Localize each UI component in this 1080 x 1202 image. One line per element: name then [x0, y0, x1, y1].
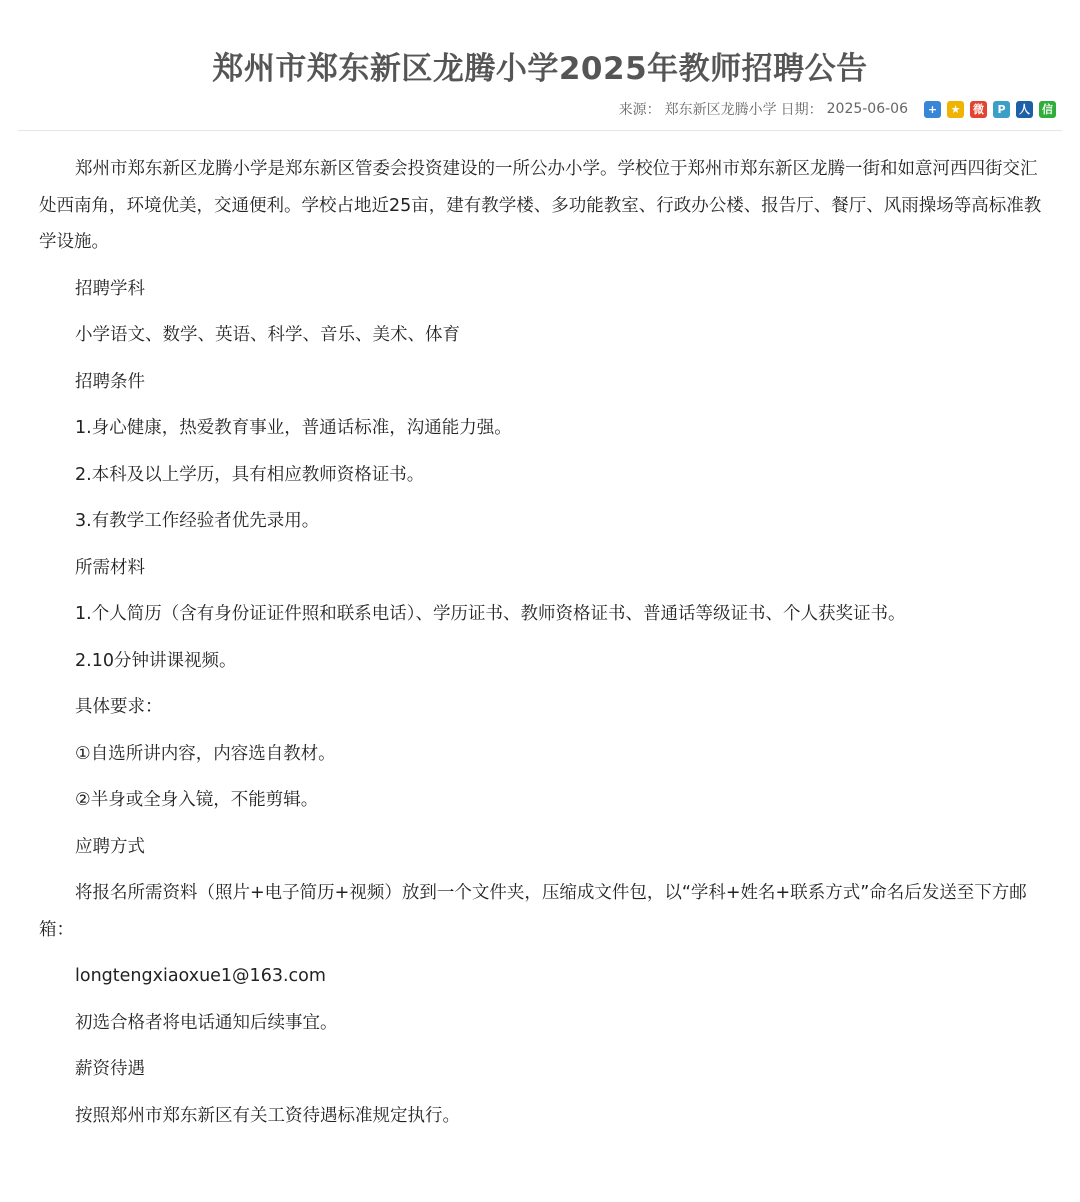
section-heading-application: 应聘方式 [75, 836, 145, 857]
share-more-icon[interactable]: + [924, 101, 941, 118]
contact-email[interactable]: longtengxiaoxue1@163.com [75, 966, 326, 986]
section-heading-conditions: 招聘条件 [75, 371, 145, 392]
share-tencent-weibo-icon[interactable]: P [993, 101, 1010, 118]
screening-notice: 初选合格者将电话通知后续事宜。 [75, 1012, 338, 1033]
requirement-item: ①自选所讲内容，内容选自教材。 [75, 743, 336, 764]
section-heading-materials: 所需材料 [75, 557, 145, 578]
salary-description: 按照郑州市郑东新区有关工资待遇标准规定执行。 [75, 1105, 460, 1126]
condition-item: 2.本科及以上学历，具有相应教师资格证书。 [75, 464, 425, 485]
subjects-list: 小学语文、数学、英语、科学、音乐、美术、体育 [75, 325, 460, 345]
condition-item: 3.有教学工作经验者优先录用。 [75, 511, 320, 531]
title-divider [18, 130, 1062, 131]
article-meta [619, 98, 1056, 120]
section-heading-subjects: 招聘学科 [75, 278, 145, 299]
article-body [39, 151, 1045, 1144]
requirements-heading: 具体要求： [75, 697, 163, 717]
material-item: 2.10分钟讲课视频。 [75, 650, 237, 671]
article-title: 郑州市郑东新区龙腾小学2025年教师招聘公告 [212, 50, 868, 87]
material-item: 1.个人简历（含有身份证证件照和联系电话）、学历证书、教师资格证书、普通话等级证书、个人获奖证书。 [75, 604, 906, 624]
share-wechat-icon[interactable]: 信 [1039, 101, 1056, 118]
condition-item: 1.身心健康，热爱教育事业，普通话标准，沟通能力强。 [75, 418, 512, 438]
source-value: 郑东新区龙腾小学 [664, 102, 777, 118]
application-instructions: 将报名所需资料（照片+电子简历+视频）放到一个文件夹，压缩成文件包，以“学科+姓名+联系方式”命名后发送至下方邮箱： [39, 883, 1027, 940]
share-weibo-icon[interactable]: 微 [970, 101, 987, 118]
section-heading-salary: 薪资待遇 [75, 1059, 145, 1079]
share-renren-icon[interactable]: 人 [1016, 101, 1033, 118]
share-toolbar [918, 101, 1056, 118]
requirement-item: ②半身或全身入镜，不能剪辑。 [75, 790, 319, 810]
date-value: 2025-06-06 [826, 101, 908, 117]
intro-paragraph: 郑州市郑东新区龙腾小学是郑东新区管委会投资建设的一所公办小学。学校位于郑州市郑东新区龙腾一街和如意河西四街交汇处西南角，环境优美，交通便利。学校占地近25亩，建有教学楼、多功能教室、行政办公楼、报告厅、餐厅、风雨操场等高标准教学设施。 [39, 159, 1042, 252]
share-qzone-icon[interactable]: ★ [947, 101, 964, 118]
date-label: 日期： [780, 102, 823, 118]
source-label: 来源： [618, 102, 661, 118]
